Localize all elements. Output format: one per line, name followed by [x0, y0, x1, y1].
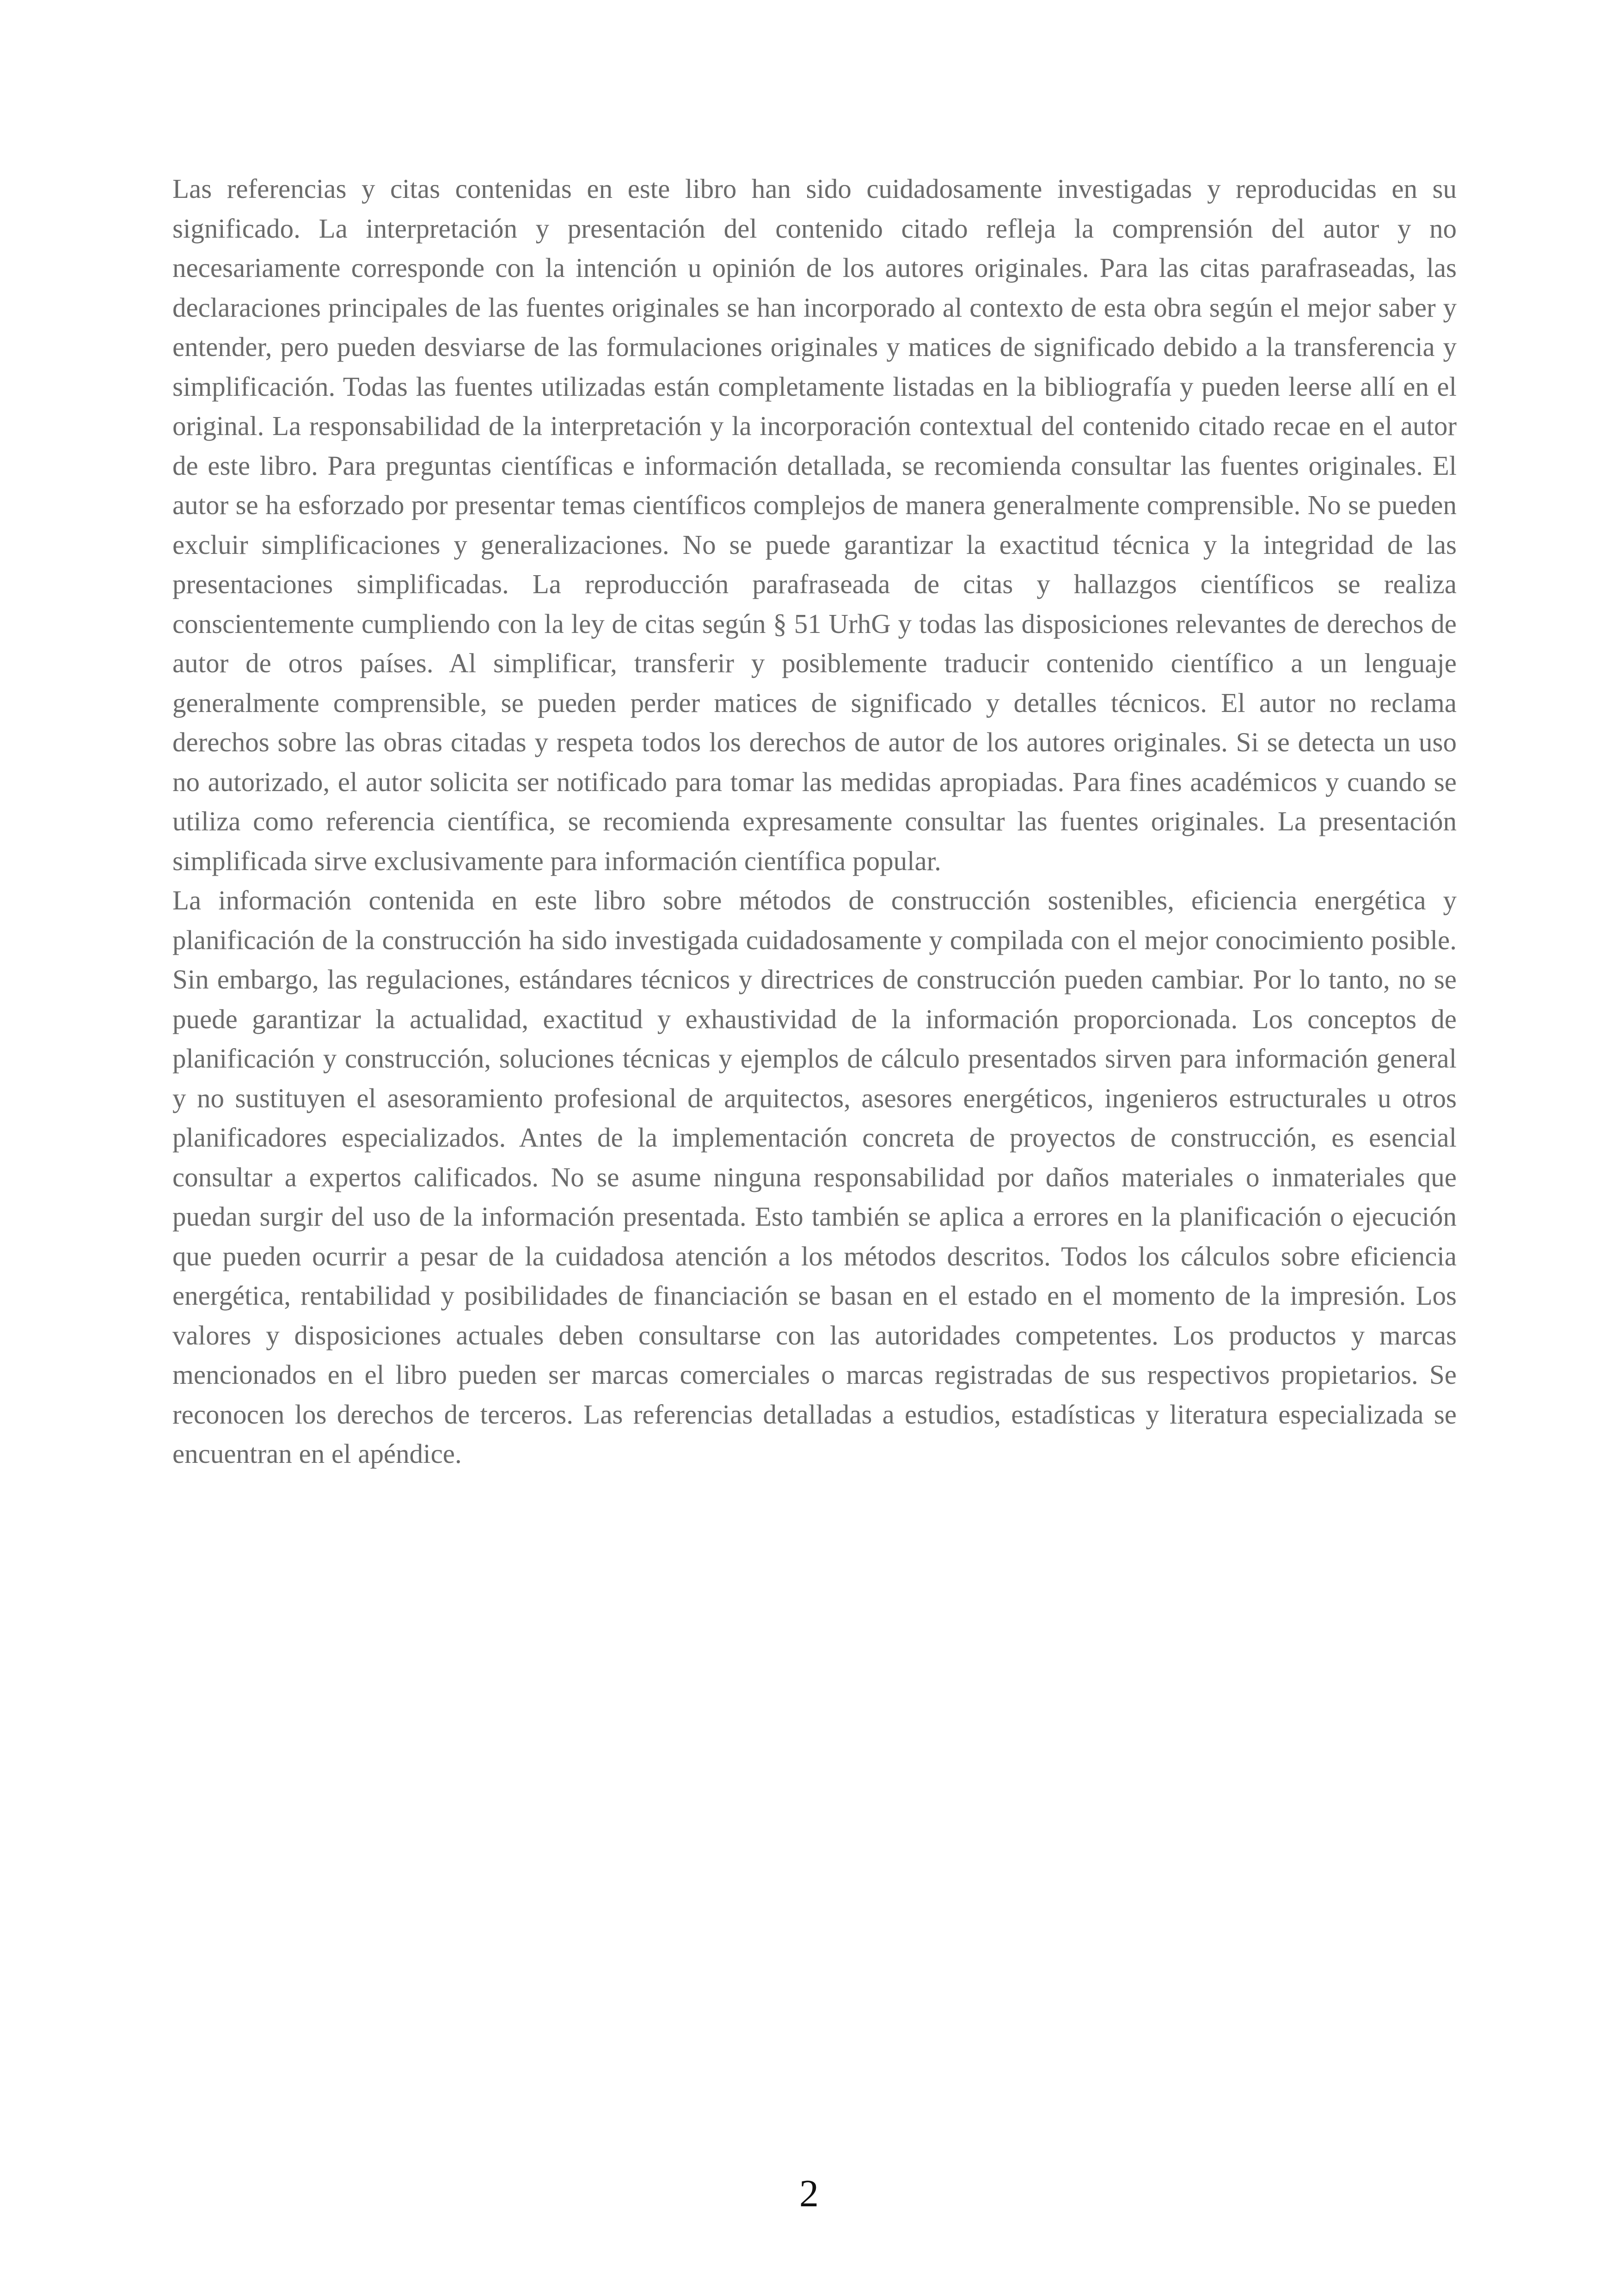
body-text: [172, 169, 1457, 1474]
page-number: 2: [799, 2172, 819, 2215]
paragraph-citations-disclaimer: Las referencias y citas contenidas en este libro han sido cuidadosamente investigadas y reproducidas en su significado. La interpretación y presentación del contenido citado refleja la comprensión del autor y no necesariamente corresponde con la intención u opinión de los autores originales. Para las citas parafraseadas, las declaraciones principales de las fuentes originales se han incorporado al contexto de esta obra según el mejor saber y entender, pero pueden desviarse de las formulaciones originales y matices de significado debido a la transferencia y simplificación. Todas las fuentes utilizadas están completamente listadas en la bibliografía y pueden leerse allí en el original. La responsabilidad de la interpretación y la incorporación contextual del contenido citado recae en el autor de este libro. Para preguntas científicas e información detallada, se recomienda consultar las fuentes originales. El autor se ha esforzado por presentar temas científicos complejos de manera generalmente comprensible. No se pueden excluir simplificaciones y generalizaciones. No se puede garantizar la exactitud técnica y la integridad de las presentaciones simplificadas. La reproducción parafraseada de citas y hallazgos científicos se realiza conscientemente cumpliendo con la ley de citas según § 51 UrhG y todas las disposiciones relevantes de derechos de autor de otros países. Al simplificar, transferir y posiblemente traducir contenido científico a un lenguaje generalmente comprensible, se pueden perder matices de significado y detalles técnicos. El autor no reclama derechos sobre las obras citadas y respeta todos los derechos de autor de los autores originales. Si se detecta un uso no autorizado, el autor solicita ser notificado para tomar las medidas apropiadas. Para fines académicos y cuando se utiliza como referencia científica, se recomienda expresamente consultar las fuentes originales. La presentación simplificada sirve exclusivamente para información científica popular.: [172, 173, 1457, 876]
paragraph-construction-disclaimer: La información contenida en este libro sobre métodos de construcción sostenibles, eficiencia energética y planificación de la construcción ha sido investigada cuidadosamente y compilada con el mejor conocimiento posible. Sin embargo, las regulaciones, estándares técnicos y directrices de construcción pueden cambiar. Por lo tanto, no se puede garantizar la actualidad, exactitud y exhaustividad de la información proporcionada. Los conceptos de planificación y construcción, soluciones técnicas y ejemplos de cálculo presentados sirven para información general y no sustituyen el asesoramiento profesional de arquitectos, asesores energéticos, ingenieros estructurales u otros planificadores especializados. Antes de la implementación concreta de proyectos de construcción, es esencial consultar a expertos calificados. No se asume ninguna responsabilidad por daños materiales o inmateriales que puedan surgir del uso de la información presentada. Esto también se aplica a errores en la planificación o ejecución que pueden ocurrir a pesar de la cuidadosa atención a los métodos descritos. Todos los cálculos sobre eficiencia energética, rentabilidad y posibilidades de financiación se basan en el estado en el momento de la impresión. Los valores y disposiciones actuales deben consultarse con las autoridades competentes. Los productos y marcas mencionados en el libro pueden ser marcas comerciales o marcas registradas de sus respectivos propietarios. Se reconocen los derechos de terceros. Las referencias detalladas a estudios, estadísticas y literatura especializada se encuentran en el apéndice.: [172, 885, 1457, 1469]
